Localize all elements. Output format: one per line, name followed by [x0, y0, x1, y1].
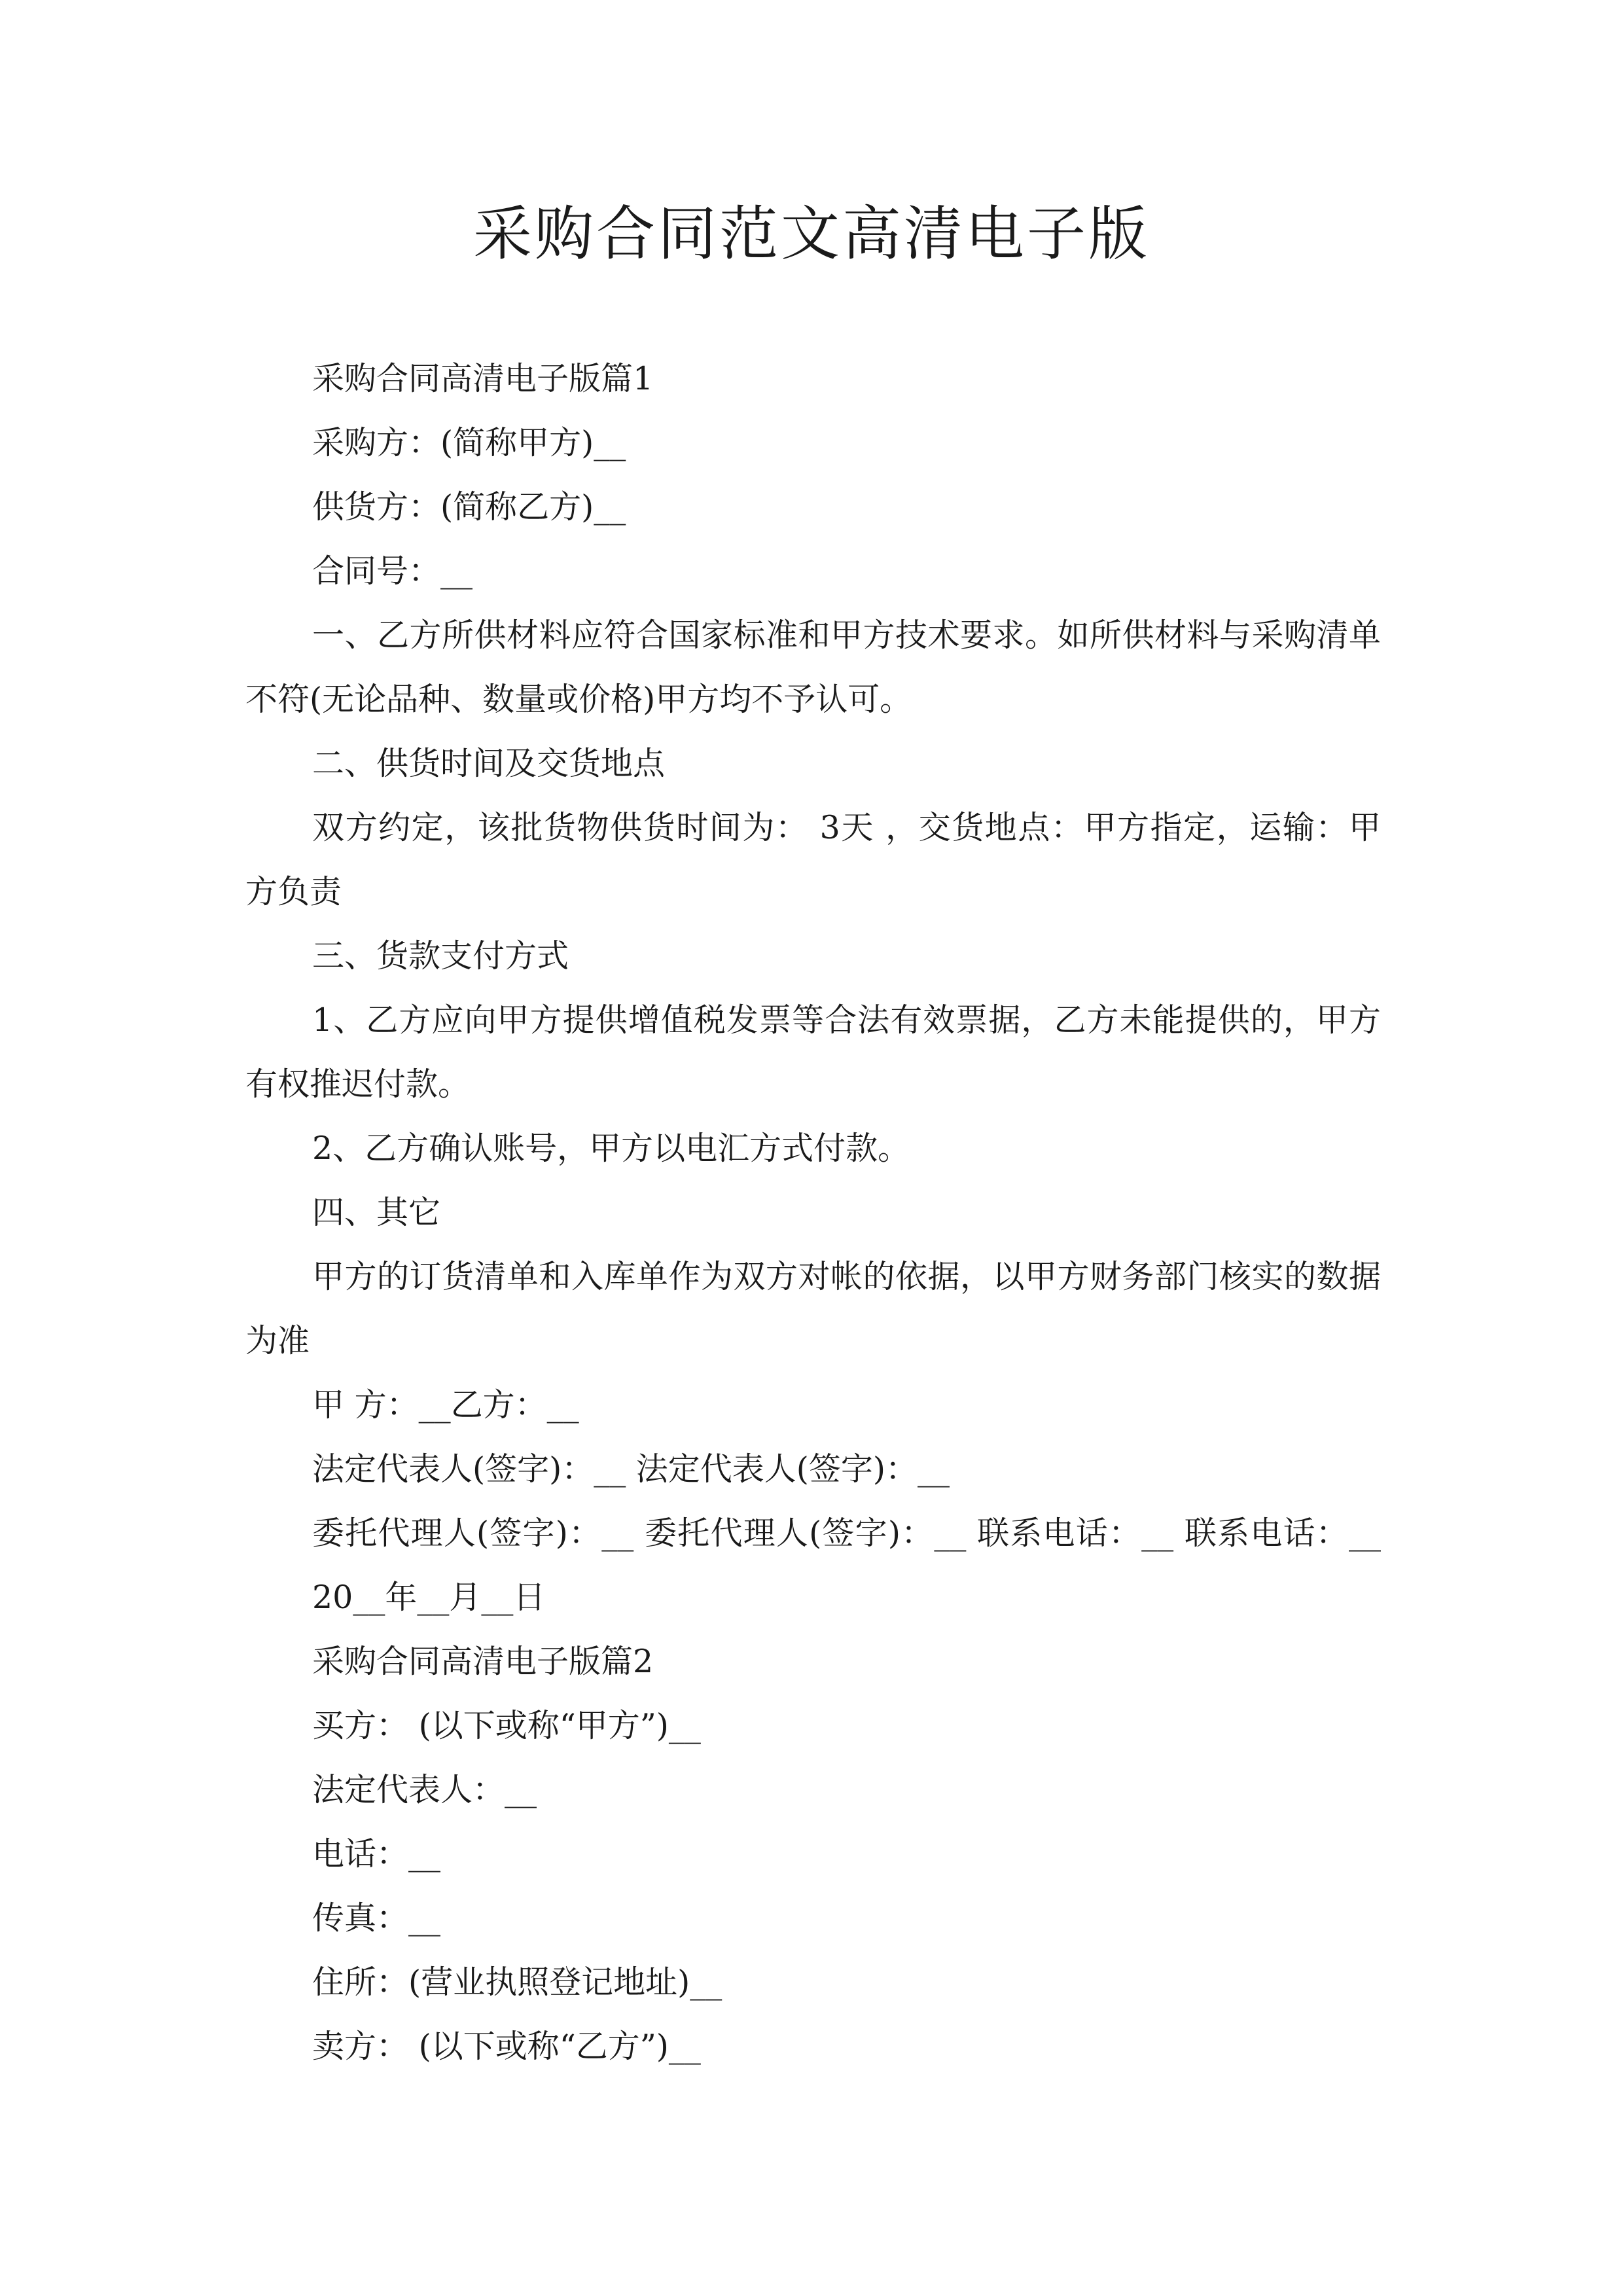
clause-3-item-1-continued: 有权推迟付款。 — [245, 1066, 471, 1103]
agent-signature-line: 委托代理人(签字)：__ 委托代理人(签字)：__ 联系电话：__ 联系电话：__ — [312, 1515, 1381, 1552]
legal-rep-line: 法定代表人：__ — [312, 1771, 537, 1808]
clause-4-text-continued: 为准 — [245, 1322, 310, 1359]
clause-3-item-2: 2、乙方确认账号，甲方以电汇方式付款。 — [312, 1130, 910, 1167]
section-heading-part-1: 采购合同高清电子版篇1 — [312, 360, 654, 397]
buyer-party-line: 买方： (以下或称“甲方”)__ — [312, 1707, 701, 1744]
contract-number-line: 合同号：__ — [312, 552, 473, 590]
clause-1-text-continued: 不符(无论品种、数量或价格)甲方均不予认可。 — [245, 681, 912, 718]
seller-party-line: 卖方： (以下或称“乙方”)__ — [312, 2028, 701, 2065]
document-body — [245, 347, 1381, 2079]
section-heading-part-2: 采购合同高清电子版篇2 — [312, 1643, 654, 1680]
party-signature-line: 甲 方：__乙方：__ — [312, 1386, 579, 1424]
address-line: 住所：(营业执照登记地址)__ — [312, 1964, 722, 2001]
fax-line: 传真：__ — [312, 1899, 441, 1937]
clause-2-text-continued: 方负责 — [245, 873, 342, 910]
legal-rep-signature-line: 法定代表人(签字)：__ 法定代表人(签字)：__ — [312, 1450, 950, 1488]
clause-4-text: 甲方的订货清单和入库单作为双方对帐的依据，以甲方财务部门核实的数据 — [312, 1258, 1381, 1295]
clause-3-item-1: 1、乙方应向甲方提供增值税发票等合法有效票据，乙方未能提供的，甲方 — [312, 1001, 1381, 1039]
clause-3-heading: 三、货款支付方式 — [312, 937, 569, 975]
document-title: 采购合同范文高清电子版 — [473, 200, 1150, 268]
clause-1-text: 一、乙方所供材料应符合国家标准和甲方技术要求。如所供材料与采购清单 — [312, 617, 1381, 654]
phone-line: 电话：__ — [312, 1835, 441, 1873]
clause-2-heading: 二、供货时间及交货地点 — [312, 745, 666, 782]
clause-2-text: 双方约定，该批货物供货时间为： 3天 ，交货地点：甲方指定，运输：甲 — [312, 809, 1381, 846]
date-line: 20__年__月__日 — [312, 1579, 546, 1616]
supplier-line: 供货方：(简称乙方)__ — [312, 488, 626, 526]
buyer-line: 采购方：(简称甲方)__ — [312, 424, 626, 461]
clause-4-heading: 四、其它 — [312, 1194, 441, 1231]
